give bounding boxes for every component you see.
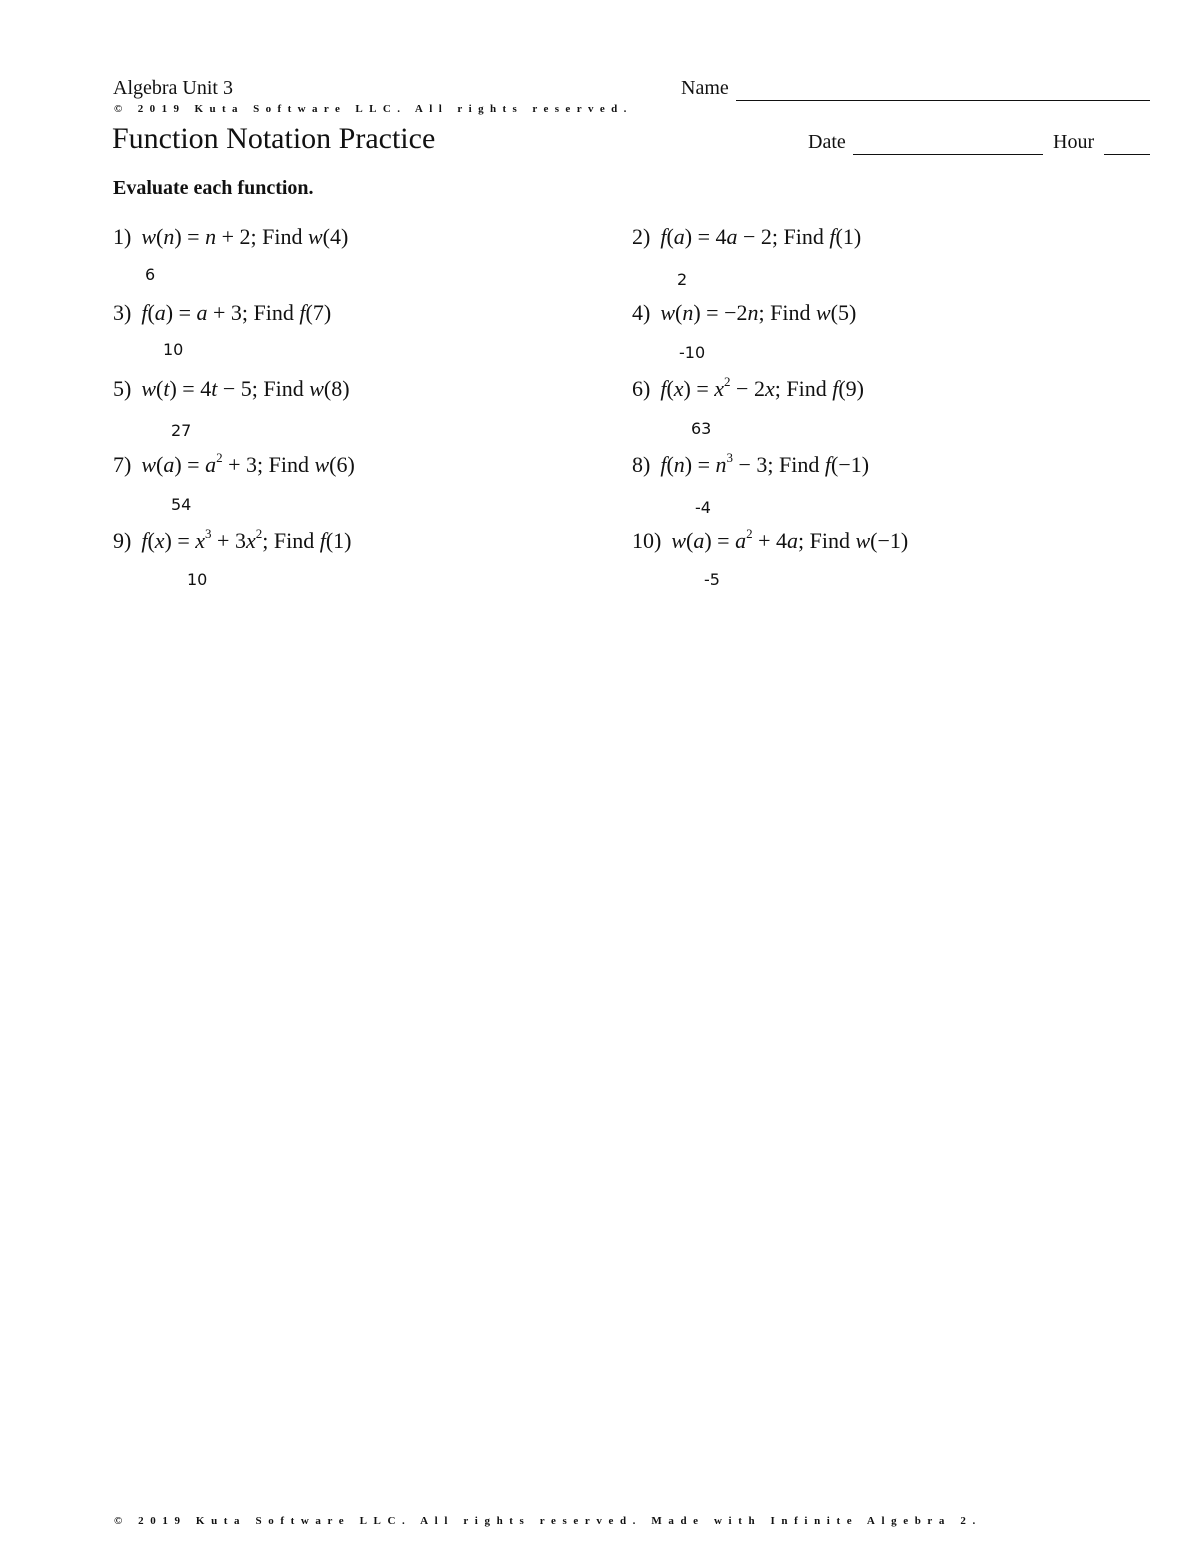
answer-4: -10 xyxy=(679,343,706,362)
answer-9: 10 xyxy=(187,570,208,589)
problem-number: 5) xyxy=(113,376,132,401)
problem-4: 4) w(n) = −2n; Find w(5) xyxy=(632,300,857,325)
problem-number: 6) xyxy=(632,376,651,401)
problem-7: 7) $w(a) = a^2 + 3$; Find w(6) xyxy=(113,450,355,477)
answer-1: 6 xyxy=(145,265,156,284)
worksheet-title: Function Notation Practice xyxy=(112,122,436,155)
answer-7: 54 xyxy=(171,495,192,514)
problem-number: 10) xyxy=(632,528,662,553)
problem-number: 8) xyxy=(632,452,651,477)
instructions: Evaluate each function. xyxy=(113,177,314,199)
name-label: Name xyxy=(681,77,729,99)
date-field[interactable] xyxy=(853,154,1043,155)
problem-5: 5) w(t) = 4t − 5; Find w(8) xyxy=(113,376,350,401)
problem-1: 1) w(n) = n + 2; Find w(4) xyxy=(113,224,349,249)
name-field[interactable] xyxy=(736,100,1150,101)
problem-number: 3) xyxy=(113,300,132,325)
problem-number: 9) xyxy=(113,528,132,553)
problem-10: 10) $w(a) = a^2 + 4a$; Find w(−1) xyxy=(632,526,909,553)
copyright-footer: © 2019 Kuta Software LLC. All rights reserved. Made with Infinite Algebra 2. xyxy=(114,1515,982,1527)
hour-field[interactable] xyxy=(1104,154,1150,155)
problem-number: 7) xyxy=(113,452,132,477)
answer-5: 27 xyxy=(171,421,192,440)
answer-6: 63 xyxy=(691,419,712,438)
date-label: Date xyxy=(808,131,846,153)
answer-8: -4 xyxy=(695,498,711,517)
course-name: Algebra Unit 3 xyxy=(113,77,233,99)
problem-number: 1) xyxy=(113,224,132,249)
problem-8: 8) $f(n) = n^3 - 3$; Find f(−1) xyxy=(632,450,870,477)
problem-number: 2) xyxy=(632,224,651,249)
problem-number: 4) xyxy=(632,300,651,325)
answer-2: 2 xyxy=(677,270,688,289)
problem-2: 2) f(a) = 4a − 2; Find f(1) xyxy=(632,224,862,249)
answer-10: -5 xyxy=(704,570,720,589)
answer-3: 10 xyxy=(163,340,184,359)
problem-9: 9) $f(x) = x^3 + 3x^2$; Find f(1) xyxy=(113,526,352,553)
problem-3: 3) f(a) = a + 3; Find f(7) xyxy=(113,300,332,325)
copyright-header: © 2019 Kuta Software LLC. All rights reserved. xyxy=(114,103,633,115)
problem-6: 6) $f(x) = x^2 - 2x$; Find f(9) xyxy=(632,374,864,401)
hour-label: Hour xyxy=(1053,131,1095,153)
